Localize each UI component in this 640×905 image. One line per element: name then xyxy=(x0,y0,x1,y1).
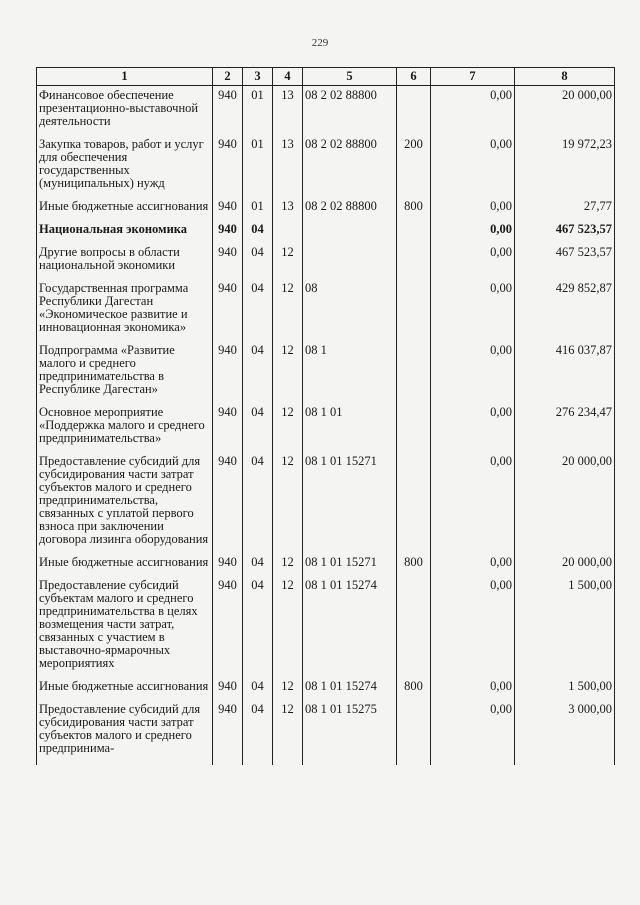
amount-col7-cell: 0,00 xyxy=(431,246,515,282)
admin-code-cell: 940 xyxy=(213,223,243,246)
subsection-cell xyxy=(273,223,303,246)
row-name-cell: Предоставление субсидий субъектам малого и среднего предпринимательства в целях возмещения части затрат, связанных с участием в выставочно-ярмарочных мероприятиях xyxy=(37,579,213,680)
amount-col8-cell: 416 037,87 xyxy=(515,344,615,406)
expense-type-cell: 200 xyxy=(397,138,431,200)
amount-col7-cell: 0,00 xyxy=(431,406,515,455)
col-header-2: 2 xyxy=(213,68,243,86)
subsection-cell: 13 xyxy=(273,86,303,139)
amount-col8-cell: 3 000,00 xyxy=(515,703,615,765)
expense-type-cell: 800 xyxy=(397,556,431,579)
amount-col8-cell: 20 000,00 xyxy=(515,86,615,139)
section-cell: 04 xyxy=(243,556,273,579)
table-row xyxy=(37,344,615,406)
target-article-cell: 08 1 01 15274 xyxy=(303,579,397,680)
table-row xyxy=(37,246,615,282)
subsection-cell: 12 xyxy=(273,406,303,455)
amount-col8-cell: 276 234,47 xyxy=(515,406,615,455)
row-name-cell: Предоставление субсидий для субсидирования части затрат субъектов малого и среднего предпринимательства, связанных с уплатой первого взноса при заключении договора лизинга оборудования xyxy=(37,455,213,556)
col-header-5: 5 xyxy=(303,68,397,86)
section-cell: 04 xyxy=(243,223,273,246)
subsection-cell: 12 xyxy=(273,680,303,703)
expense-type-cell xyxy=(397,455,431,556)
expense-type-cell xyxy=(397,223,431,246)
target-article-cell: 08 2 02 88800 xyxy=(303,138,397,200)
table-row xyxy=(37,703,615,765)
table-row xyxy=(37,680,615,703)
section-cell: 04 xyxy=(243,246,273,282)
row-name-cell: Иные бюджетные ассигнования xyxy=(37,200,213,223)
table-row xyxy=(37,223,615,246)
amount-col8-cell: 1 500,00 xyxy=(515,680,615,703)
col-header-4: 4 xyxy=(273,68,303,86)
subsection-cell: 12 xyxy=(273,556,303,579)
section-cell: 01 xyxy=(243,138,273,200)
subsection-cell: 12 xyxy=(273,344,303,406)
subsection-cell: 12 xyxy=(273,579,303,680)
section-cell: 04 xyxy=(243,455,273,556)
expense-type-cell xyxy=(397,703,431,765)
target-article-cell: 08 1 01 15274 xyxy=(303,680,397,703)
table-body xyxy=(37,86,615,766)
table-row xyxy=(37,455,615,556)
table-row xyxy=(37,86,615,139)
col-header-3: 3 xyxy=(243,68,273,86)
target-article-cell: 08 1 01 15271 xyxy=(303,556,397,579)
subsection-cell: 13 xyxy=(273,138,303,200)
row-name-cell: Другие вопросы в области национальной экономики xyxy=(37,246,213,282)
row-name-cell: Государственная программа Республики Дагестан «Экономическое развитие и инновационная экономика» xyxy=(37,282,213,344)
col-header-1: 1 xyxy=(37,68,213,86)
admin-code-cell: 940 xyxy=(213,406,243,455)
expense-type-cell xyxy=(397,344,431,406)
subsection-cell: 12 xyxy=(273,282,303,344)
amount-col8-cell: 20 000,00 xyxy=(515,455,615,556)
admin-code-cell: 940 xyxy=(213,680,243,703)
target-article-cell: 08 1 xyxy=(303,344,397,406)
amount-col7-cell: 0,00 xyxy=(431,680,515,703)
row-name-cell: Закупка товаров, работ и услуг для обеспечения государственных (муниципальных) нужд xyxy=(37,138,213,200)
target-article-cell: 08 1 01 xyxy=(303,406,397,455)
row-name-cell: Национальная экономика xyxy=(37,223,213,246)
amount-col7-cell: 0,00 xyxy=(431,138,515,200)
section-cell: 01 xyxy=(243,200,273,223)
amount-col7-cell: 0,00 xyxy=(431,282,515,344)
section-cell: 04 xyxy=(243,680,273,703)
admin-code-cell: 940 xyxy=(213,579,243,680)
target-article-cell: 08 2 02 88800 xyxy=(303,86,397,139)
admin-code-cell: 940 xyxy=(213,246,243,282)
table-row xyxy=(37,200,615,223)
table-row xyxy=(37,138,615,200)
admin-code-cell: 940 xyxy=(213,703,243,765)
amount-col8-cell: 467 523,57 xyxy=(515,223,615,246)
expense-type-cell xyxy=(397,246,431,282)
row-name-cell: Финансовое обеспечение презентационно-выставочной деятельности xyxy=(37,86,213,139)
section-cell: 04 xyxy=(243,282,273,344)
admin-code-cell: 940 xyxy=(213,282,243,344)
amount-col7-cell: 0,00 xyxy=(431,556,515,579)
subsection-cell: 12 xyxy=(273,703,303,765)
amount-col7-cell: 0,00 xyxy=(431,344,515,406)
amount-col8-cell: 20 000,00 xyxy=(515,556,615,579)
header-row xyxy=(37,68,615,86)
table-row xyxy=(37,579,615,680)
row-name-cell: Иные бюджетные ассигнования xyxy=(37,680,213,703)
subsection-cell: 13 xyxy=(273,200,303,223)
admin-code-cell: 940 xyxy=(213,455,243,556)
expense-type-cell xyxy=(397,579,431,680)
admin-code-cell: 940 xyxy=(213,556,243,579)
target-article-cell: 08 2 02 88800 xyxy=(303,200,397,223)
table-row xyxy=(37,282,615,344)
target-article-cell: 08 xyxy=(303,282,397,344)
subsection-cell: 12 xyxy=(273,455,303,556)
section-cell: 01 xyxy=(243,86,273,139)
section-cell: 04 xyxy=(243,344,273,406)
section-cell: 04 xyxy=(243,703,273,765)
row-name-cell: Предоставление субсидий для субсидирования части затрат субъектов малого и среднего предпринима- xyxy=(37,703,213,765)
admin-code-cell: 940 xyxy=(213,344,243,406)
target-article-cell: 08 1 01 15271 xyxy=(303,455,397,556)
budget-table xyxy=(36,67,615,765)
expense-type-cell: 800 xyxy=(397,680,431,703)
amount-col7-cell: 0,00 xyxy=(431,579,515,680)
section-cell: 04 xyxy=(243,579,273,680)
amount-col8-cell: 1 500,00 xyxy=(515,579,615,680)
expense-type-cell xyxy=(397,282,431,344)
page-number: 229 xyxy=(311,37,329,49)
target-article-cell xyxy=(303,223,397,246)
admin-code-cell: 940 xyxy=(213,200,243,223)
amount-col7-cell: 0,00 xyxy=(431,703,515,765)
amount-col8-cell: 467 523,57 xyxy=(515,246,615,282)
amount-col7-cell: 0,00 xyxy=(431,200,515,223)
row-name-cell: Подпрограмма «Развитие малого и среднего предпринимательства в Республике Дагестан» xyxy=(37,344,213,406)
col-header-6: 6 xyxy=(397,68,431,86)
amount-col7-cell: 0,00 xyxy=(431,455,515,556)
expense-type-cell xyxy=(397,86,431,139)
table-row xyxy=(37,556,615,579)
expense-type-cell: 800 xyxy=(397,200,431,223)
row-name-cell: Иные бюджетные ассигнования xyxy=(37,556,213,579)
subsection-cell: 12 xyxy=(273,246,303,282)
amount-col8-cell: 27,77 xyxy=(515,200,615,223)
target-article-cell: 08 1 01 15275 xyxy=(303,703,397,765)
col-header-8: 8 xyxy=(515,68,615,86)
col-header-7: 7 xyxy=(431,68,515,86)
expense-type-cell xyxy=(397,406,431,455)
amount-col7-cell: 0,00 xyxy=(431,223,515,246)
row-name-cell: Основное мероприятие «Поддержка малого и среднего предпринимательства» xyxy=(37,406,213,455)
table-row xyxy=(37,406,615,455)
amount-col7-cell: 0,00 xyxy=(431,86,515,139)
amount-col8-cell: 429 852,87 xyxy=(515,282,615,344)
admin-code-cell: 940 xyxy=(213,138,243,200)
section-cell: 04 xyxy=(243,406,273,455)
target-article-cell xyxy=(303,246,397,282)
amount-col8-cell: 19 972,23 xyxy=(515,138,615,200)
admin-code-cell: 940 xyxy=(213,86,243,139)
